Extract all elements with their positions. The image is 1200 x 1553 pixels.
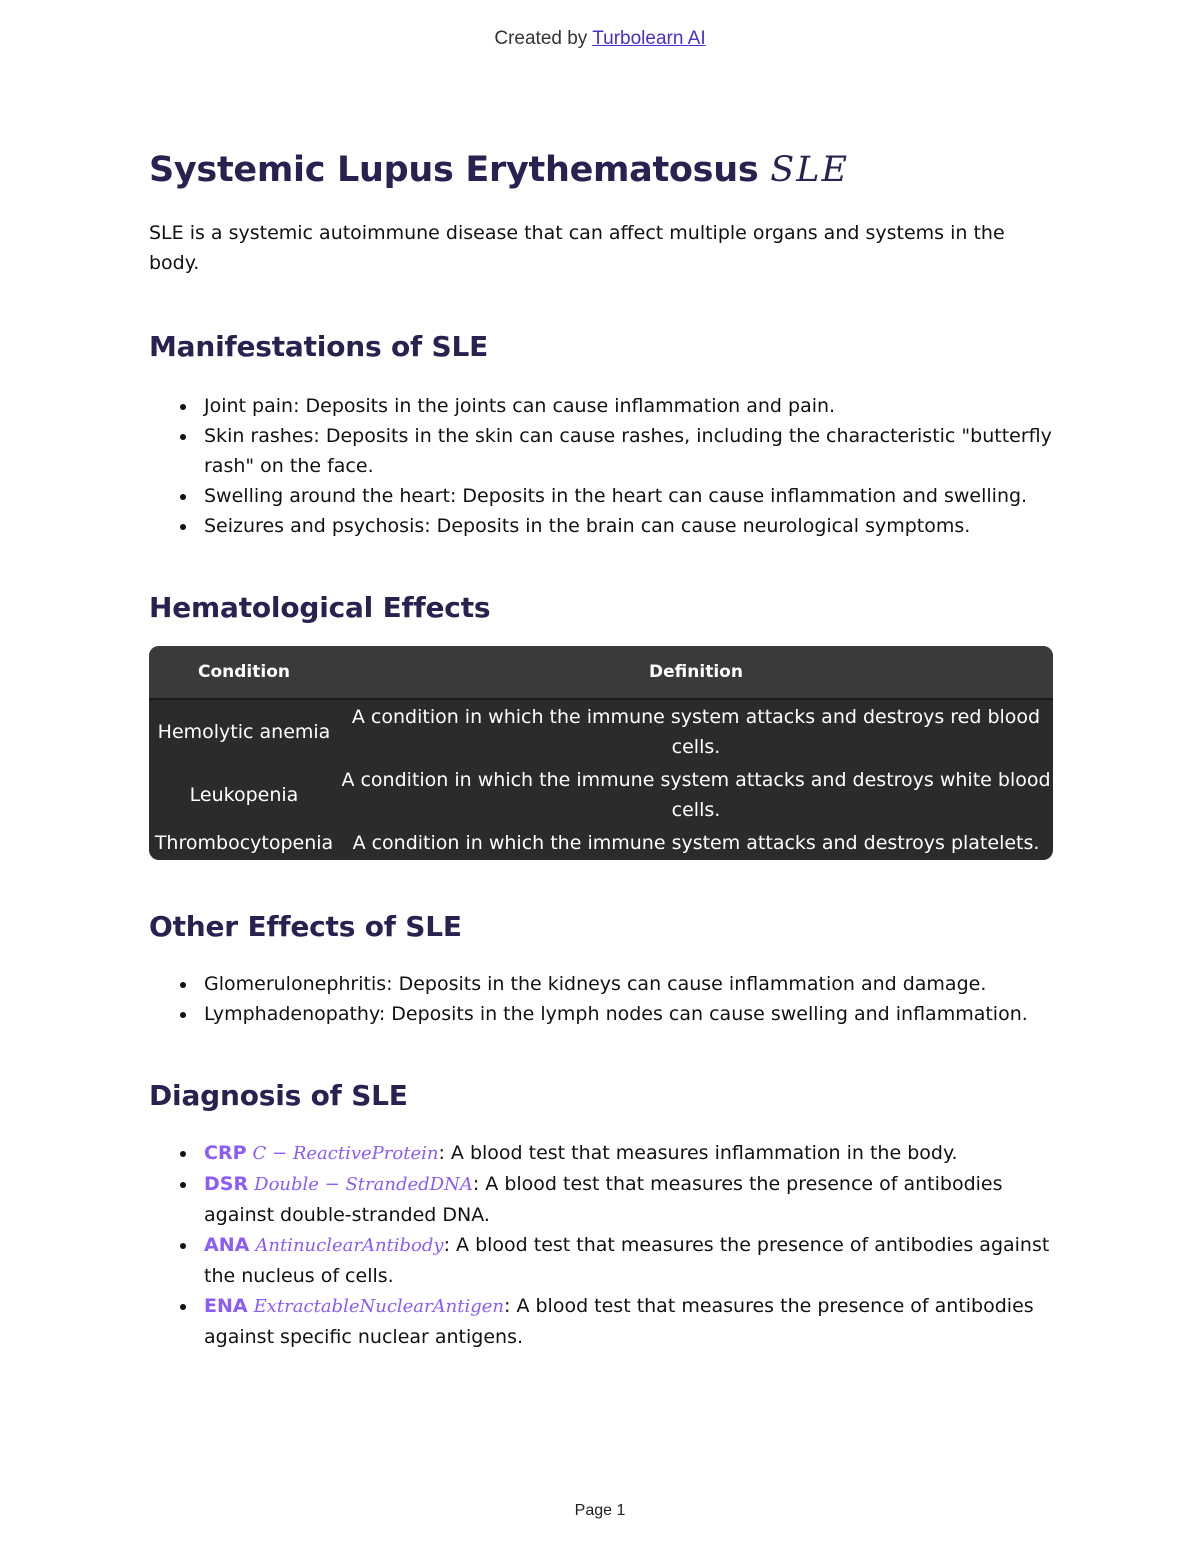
page-title	[149, 150, 1053, 190]
page-header	[0, 28, 1200, 50]
definition-cell: A condition in which the immune system attacks and destroys platelets.	[352, 832, 1040, 854]
list-item: Lymphadenopathy: Deposits in the lymph nodes can cause swelling and inflammation.	[204, 999, 1053, 1029]
test-abbreviation: ENA	[204, 1295, 248, 1317]
diagnosis-list	[149, 1138, 1053, 1352]
test-abbreviation: DSR	[204, 1173, 249, 1195]
list-item: Seizures and psychosis: Deposits in the brain can cause neurological symptoms.	[204, 511, 1053, 541]
section-heading-diagnosis: Diagnosis of SLE	[149, 1079, 408, 1112]
manifestations-list	[149, 391, 1053, 541]
list-item	[204, 1291, 1053, 1352]
list-item	[204, 1169, 1053, 1230]
list-item: Joint pain: Deposits in the joints can cause inflammation and pain.	[204, 391, 1053, 421]
title-text: Systemic Lupus Erythematosus	[149, 150, 771, 190]
condition-cell: Leukopenia	[189, 784, 299, 806]
condition-cell: Thrombocytopenia	[154, 832, 334, 854]
list-item	[204, 1230, 1053, 1291]
table-row	[149, 826, 1053, 860]
test-expansion: Double − StrandedDNA	[254, 1174, 473, 1195]
test-expansion: C − ReactiveProtein	[252, 1143, 439, 1164]
test-expansion: AntinuclearAntibody	[255, 1235, 444, 1256]
test-expansion: ExtractableNuclearAntigen	[253, 1296, 504, 1317]
intro-paragraph: SLE is a systemic autoimmune disease that can affect multiple organs and systems in the body.	[149, 222, 1005, 274]
title-math: SLE	[770, 150, 850, 190]
test-description: : A blood test that measures inflammation in the body.	[438, 1142, 958, 1164]
test-abbreviation: ANA	[204, 1234, 250, 1256]
list-item: Swelling around the heart: Deposits in the heart can cause inflammation and swelling.	[204, 481, 1053, 511]
document-body	[149, 150, 1053, 1352]
hematological-table	[149, 646, 1053, 860]
other-effects-list	[149, 969, 1053, 1029]
section-heading-other: Other Effects of SLE	[149, 910, 462, 943]
column-header-condition: Condition	[149, 646, 339, 700]
section-heading-hematological: Hematological Effects	[149, 591, 491, 624]
table-row	[149, 764, 1053, 826]
column-header-definition: Definition	[339, 646, 1053, 700]
condition-cell: Hemolytic anemia	[157, 721, 331, 743]
definition-cell: A condition in which the immune system attacks and destroys white blood cells.	[341, 769, 1051, 821]
turbolearn-link[interactable]: Turbolearn AI	[592, 28, 706, 49]
list-item	[204, 1138, 1053, 1169]
header-prefix: Created by	[494, 28, 593, 49]
test-abbreviation: CRP	[204, 1142, 247, 1164]
table-row	[149, 700, 1053, 764]
test-description: : A blood test that measures the presence of antibodies against double-stranded DNA.	[204, 1173, 1003, 1226]
page-number: Page 1	[574, 1502, 626, 1519]
section-heading-manifestations: Manifestations of SLE	[149, 330, 489, 363]
list-item: Glomerulonephritis: Deposits in the kidneys can cause inflammation and damage.	[204, 969, 1053, 999]
test-description: : A blood test that measures the presence of antibodies against specific nuclear antigens.	[204, 1295, 1034, 1348]
test-description: : A blood test that measures the presence of antibodies against the nucleus of cells.	[204, 1234, 1050, 1287]
definition-cell: A condition in which the immune system attacks and destroys red blood cells.	[351, 706, 1041, 758]
list-item: Skin rashes: Deposits in the skin can cause rashes, including the characteristic "butterfly rash" on the face.	[204, 421, 1053, 481]
